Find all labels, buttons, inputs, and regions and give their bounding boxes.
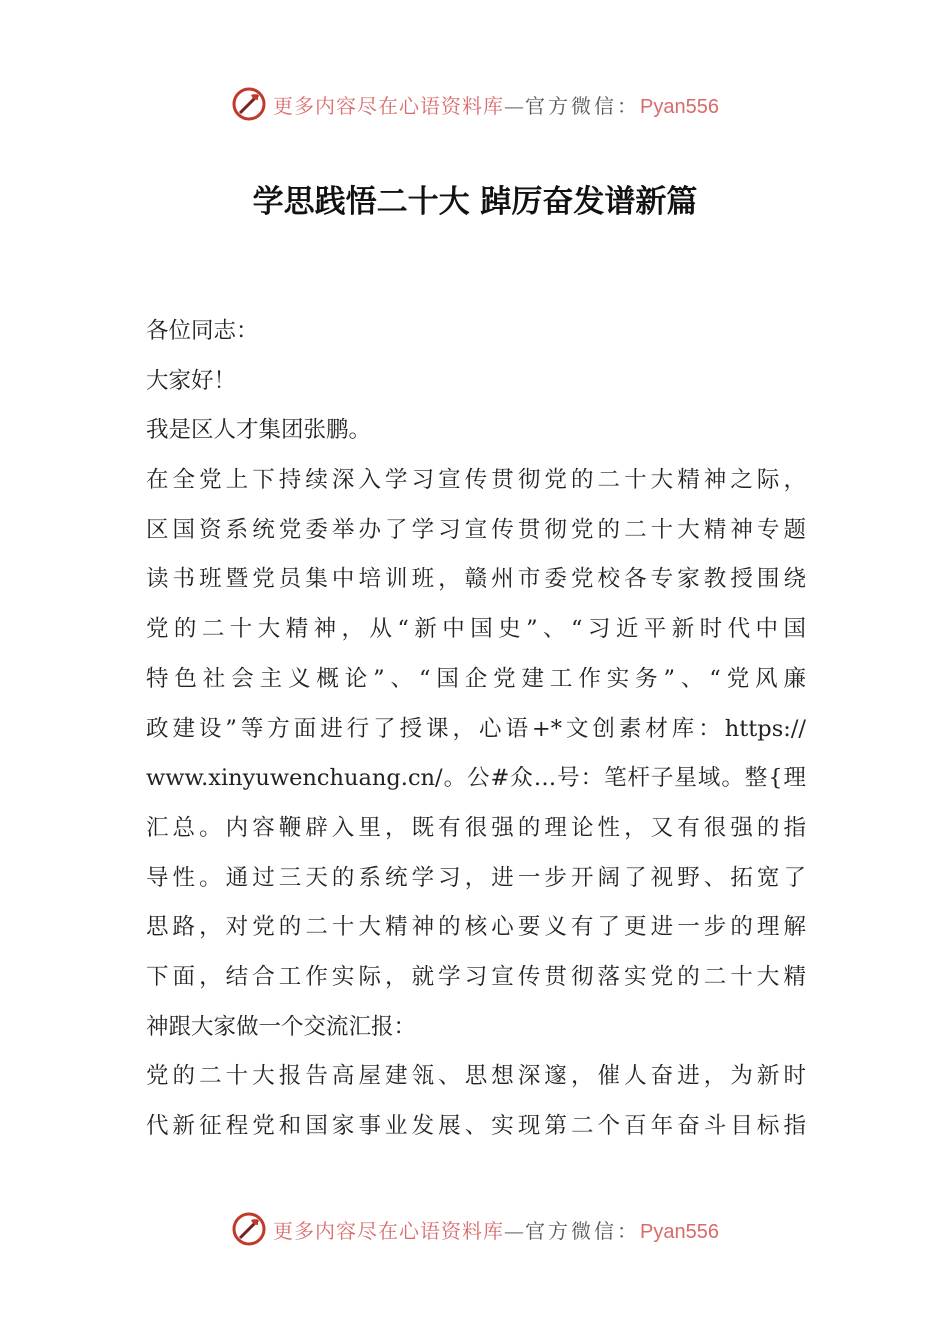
- paragraph-line: 特色社会主义概论”、“国企党建工作实务”、“党风廉: [146, 665, 806, 692]
- paragraph-line: 党的二十大报告高屋建瓴、思想深邃，催人奋进，为新时: [146, 1063, 806, 1090]
- paragraph-line: 神跟大家做一个交流汇报：: [146, 1013, 417, 1040]
- document-title: 学思践悟二十大 踔厉奋发谱新篇: [252, 184, 698, 220]
- banner-wechat-label: 官方微信：: [525, 1218, 641, 1243]
- salutation-line: 各位同志：: [146, 318, 259, 344]
- paragraph-line: 区国资系统党委举办了学习宣传贯彻党的二十大精神专题: [146, 516, 806, 543]
- banner-dash: —: [504, 93, 526, 118]
- paragraph-line: 党的二十大精神，从“新中国史”、“习近平新时代中国: [146, 616, 806, 643]
- header-banner: [0, 82, 950, 126]
- paragraph-line: 代新征程党和国家事业发展、实现第二个百年奋斗目标指: [146, 1113, 806, 1139]
- paragraph-line: 政建设”等方面进行了授课，心语+*文创素材库：https://: [146, 715, 806, 742]
- quill-logo-icon: [231, 1211, 267, 1247]
- greeting-line: 大家好！: [146, 367, 237, 394]
- banner-text: [273, 90, 719, 119]
- document-body: [146, 307, 806, 1152]
- paragraph-line: www.xinyuwenchuang.cn/。公#众…号：笔杆子星域。整{理: [146, 765, 806, 792]
- banner-text: [273, 1215, 719, 1244]
- paragraph-line: 下面，结合工作实际，就学习宣传贯彻落实党的二十大精: [146, 963, 806, 990]
- paragraph-line: 思路，对党的二十大精神的核心要义有了更进一步的理解: [146, 914, 806, 941]
- intro-line: 我是区人才集团张鹏。: [146, 417, 372, 444]
- paragraph-line: 导性。通过三天的系统学习，进一步开阔了视野、拓宽了: [146, 864, 806, 891]
- footer-banner: [0, 1207, 950, 1251]
- banner-dash: —: [504, 1218, 526, 1243]
- paragraph-line: 读书班暨党员集中培训班，赣州市委党校各专家教授围绕: [146, 566, 806, 593]
- banner-wechat-id: Pyan556: [640, 1220, 719, 1243]
- banner-wechat-label: 官方微信：: [525, 93, 641, 118]
- paragraph-line: 汇总。内容鞭辟入里，既有很强的理论性，又有很强的指: [146, 814, 806, 841]
- banner-slogan: 更多内容尽在心语资料库: [273, 93, 505, 118]
- quill-logo-icon: [231, 86, 267, 122]
- paragraph-line: 在全党上下持续深入学习宣传贯彻党的二十大精神之际，: [146, 467, 806, 494]
- banner-slogan: 更多内容尽在心语资料库: [273, 1218, 505, 1243]
- banner-wechat-id: Pyan556: [640, 95, 719, 118]
